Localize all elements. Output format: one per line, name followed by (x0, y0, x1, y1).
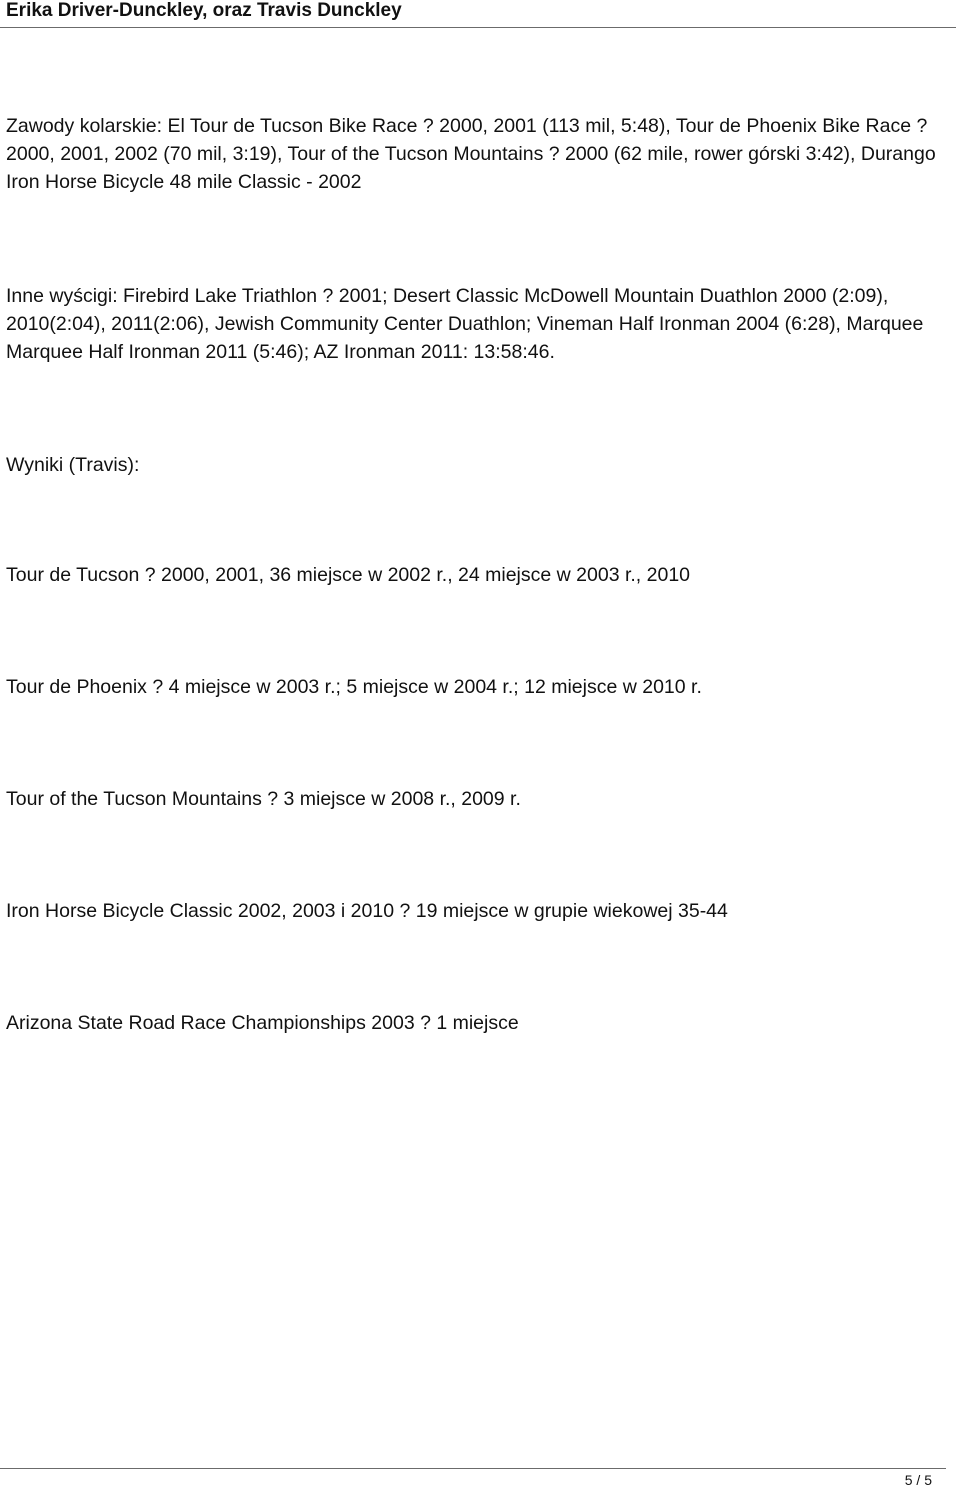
document-title: Erika Driver-Dunckley, oraz Travis Dunckley (6, 0, 402, 21)
result-tour-of-tucson-mountains: Tour of the Tucson Mountains ? 3 miejsce w 2008 r., 2009 r. (6, 788, 521, 810)
page-footer-rule (0, 1468, 946, 1469)
page-header (0, 0, 956, 28)
results-heading: Wyniki (Travis): (6, 454, 140, 476)
result-tour-de-tucson: Tour de Tucson ? 2000, 2001, 36 miejsce w 2002 r., 24 miejsce w 2003 r., 2010 (6, 564, 691, 586)
page-number: 5 / 5 (904, 1472, 932, 1488)
result-tour-de-phoenix: Tour de Phoenix ? 4 miejsce w 2003 r.; 5 miejsce w 2004 r.; 12 miejsce w 2010 r. (6, 676, 702, 698)
paragraph-other-races: Inne wyścigi: Firebird Lake Triathlon ? 2001; Desert Classic McDowell Mountain Duathlon 2000 (2:09), 2010(2:04), 2011(2:06), Jewish Community Center Duathlon; Vineman Half Ironman 2004 (6:28), Marquee Marquee Half Ironman 2011 (5:46); AZ Ironman 2011: 13:58:46. (6, 285, 924, 363)
result-arizona-state: Arizona State Road Race Championships 2003 ? 1 miejsce (6, 1012, 519, 1034)
result-iron-horse: Iron Horse Bicycle Classic 2002, 2003 i 2010 ? 19 miejsce w grupie wiekowej 35-44 (6, 900, 728, 922)
paragraph-cycling-races: Zawody kolarskie: El Tour de Tucson Bike Race ? 2000, 2001 (113 mil, 5:48), Tour de Phoenix Bike Race ? 2000, 2001, 2002 (70 mil, 3:19), Tour of the Tucson Mountains ? 2000 (62 mile, rower górski 3:42), Durango Iron Horse Bicycle 48 mile Classic - 2002 (6, 115, 936, 193)
